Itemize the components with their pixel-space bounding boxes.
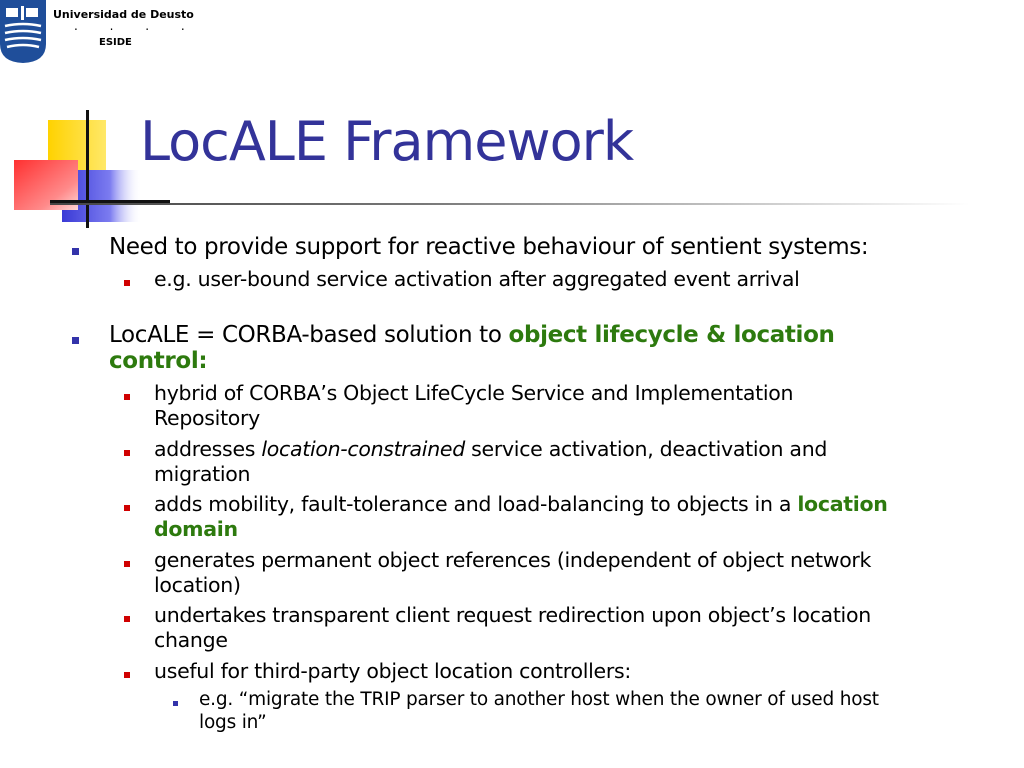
slide-title: LocALE Framework [140,110,634,173]
sub-bullet-marker [124,561,130,567]
bullet-1-1-text: e.g. user-bound service activation after aggregated event arrival [154,267,800,291]
sub-bullet-marker [124,672,130,678]
title-divider [50,203,970,205]
sub-sub-bullet-marker [173,701,178,706]
bullet-2-3-line1 [154,492,888,516]
bullet-2-2-line2: migration [154,462,251,486]
bullet-marker [72,248,79,255]
bullet-2-4-line2: location) [154,573,241,597]
bullet-2-line2: control: [109,348,208,374]
university-name: Universidad de Deusto [53,8,194,21]
university-logo [0,0,48,64]
bullet-2-4-line1: generates permanent object references (independent of object network [154,548,872,572]
bullet-2-2-line1 [154,437,827,461]
bullet-2-3-prefix: adds mobility, fault-tolerance and load-balancing to objects in a [154,492,798,516]
sub-bullet-marker [124,450,130,456]
bullet-2-2-italic: location-constrained [261,437,465,461]
bullet-2-6-1-line2: logs in” [199,712,267,733]
bullet-2-2-suffix: service activation, deactivation and [464,437,828,461]
bullet-2-prefix: LocALE = CORBA-based solution to [109,322,509,348]
bullet-2-3-line2: domain [154,517,238,541]
bullet-2-6-1-line1: e.g. “migrate the TRIP parser to another host when the owner of used host [199,689,879,710]
sub-bullet-marker [124,616,130,622]
bullet-2-1-line2: Repository [154,406,261,430]
sub-bullet-marker [124,394,130,400]
bullet-1-text: Need to provide support for reactive behaviour of sentient systems: [109,234,869,260]
bullet-2-5-line1: undertakes transparent client request redirection upon object’s location [154,603,871,627]
header-dots: . . . . [74,19,199,33]
bullet-2-6-line1: useful for third-party object location controllers: [154,659,631,683]
bullet-2-2-prefix: addresses [154,437,262,461]
bullet-2-5-line2: change [154,628,228,652]
school-name: ESIDE [99,37,132,48]
sub-bullet-marker [124,280,130,286]
bullet-2-emphasis: object lifecycle & location [508,322,835,348]
bullet-2-1-line1: hybrid of CORBA’s Object LifeCycle Service and Implementation [154,381,794,405]
bullet-2-line1 [109,322,835,348]
bullet-marker [72,337,79,344]
bullet-2-3-emphasis: location [797,492,888,516]
sub-bullet-marker [124,505,130,511]
